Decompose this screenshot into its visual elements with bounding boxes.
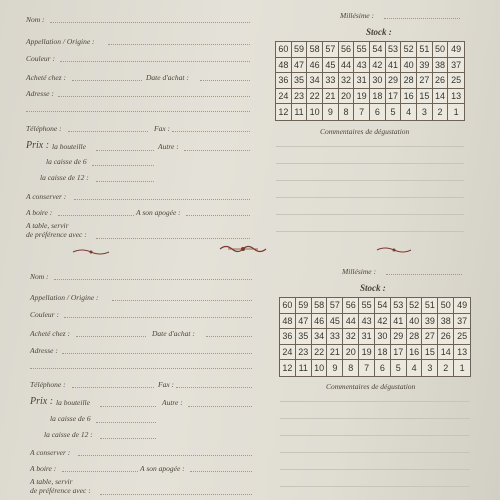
a-son-apogee-label: A son apogée : bbox=[136, 208, 181, 217]
autre-field[interactable] bbox=[188, 406, 252, 407]
stock-cell[interactable]: 35 bbox=[292, 73, 308, 89]
a-son-apogee-label: A son apogée : bbox=[140, 464, 185, 473]
stock-cell[interactable]: 6 bbox=[375, 360, 391, 376]
stock-cell[interactable]: 25 bbox=[448, 73, 464, 89]
telephone-field[interactable] bbox=[72, 387, 154, 388]
stock-cell[interactable]: 57 bbox=[327, 298, 343, 314]
autre-label: Autre : bbox=[162, 398, 183, 407]
caisse-12-label: la caisse de 12 : bbox=[44, 430, 93, 439]
stock-cell[interactable]: 34 bbox=[307, 73, 323, 89]
stock-cell[interactable]: 28 bbox=[407, 329, 423, 345]
appellation-field[interactable] bbox=[108, 44, 250, 45]
stock-cell[interactable]: 15 bbox=[417, 89, 433, 105]
stock-cell[interactable]: 43 bbox=[354, 58, 370, 74]
stock-cell[interactable]: 42 bbox=[375, 314, 391, 330]
stock-cell[interactable]: 22 bbox=[312, 345, 328, 361]
date-achat-label: Date d'achat : bbox=[146, 73, 189, 82]
stock-cell[interactable]: 44 bbox=[343, 314, 359, 330]
appellation-label: Appellation / Origine : bbox=[30, 293, 99, 302]
adresse-field-1[interactable] bbox=[62, 353, 252, 354]
stock-cell[interactable]: 50 bbox=[433, 42, 449, 58]
stock-cell[interactable]: 38 bbox=[433, 58, 449, 74]
commentaires-label: Commentaires de dégustation bbox=[320, 127, 410, 136]
achete-chez-label: Acheté chez : bbox=[26, 73, 66, 82]
comment-line[interactable] bbox=[280, 418, 470, 419]
stock-cell[interactable]: 55 bbox=[359, 298, 375, 314]
stock-cell[interactable]: 39 bbox=[422, 314, 438, 330]
millesime-label: Millésime : bbox=[342, 267, 376, 276]
fax-label: Fax : bbox=[158, 380, 175, 389]
stock-cell[interactable]: 19 bbox=[359, 345, 375, 361]
stock-cell[interactable]: 2 bbox=[433, 104, 449, 120]
a-table-label-2: de préférence avec : bbox=[26, 230, 87, 239]
stock-cell[interactable]: 48 bbox=[276, 58, 292, 74]
nom-label: Nom : bbox=[30, 272, 49, 281]
nom-field[interactable] bbox=[54, 279, 252, 280]
a-boire-field[interactable] bbox=[58, 215, 134, 216]
stock-cell[interactable]: 50 bbox=[438, 298, 454, 314]
a-table-label-2: de préférence avec : bbox=[30, 486, 91, 495]
stock-cell[interactable]: 6 bbox=[370, 104, 386, 120]
a-son-apogee-field[interactable] bbox=[186, 215, 250, 216]
caisse-6-field[interactable] bbox=[92, 165, 154, 166]
stock-cell[interactable]: 58 bbox=[307, 42, 323, 58]
a-conserver-field[interactable] bbox=[78, 455, 252, 456]
couleur-label: Couleur : bbox=[30, 310, 59, 319]
couleur-field[interactable] bbox=[64, 317, 252, 318]
stock-cell[interactable]: 21 bbox=[323, 89, 339, 105]
stock-cell[interactable]: 56 bbox=[343, 298, 359, 314]
a-boire-field[interactable] bbox=[62, 471, 138, 472]
a-conserver-field[interactable] bbox=[74, 199, 250, 200]
stock-cell[interactable]: 49 bbox=[454, 298, 470, 314]
stock-cell[interactable]: 16 bbox=[401, 89, 417, 105]
stock-cell[interactable]: 13 bbox=[454, 345, 470, 361]
stock-cell[interactable]: 3 bbox=[422, 360, 438, 376]
stock-cell[interactable]: 46 bbox=[307, 58, 323, 74]
stock-cell[interactable]: 33 bbox=[323, 73, 339, 89]
stock-cell[interactable]: 12 bbox=[280, 360, 296, 376]
stock-cell[interactable]: 3 bbox=[417, 104, 433, 120]
stock-cell[interactable]: 10 bbox=[312, 360, 328, 376]
a-boire-label: A boire : bbox=[26, 208, 53, 217]
stock-cell[interactable]: 45 bbox=[327, 314, 343, 330]
stock-cell[interactable]: 52 bbox=[407, 298, 423, 314]
stock-cell[interactable]: 41 bbox=[391, 314, 407, 330]
stock-cell[interactable]: 9 bbox=[327, 360, 343, 376]
stock-cell[interactable]: 32 bbox=[343, 329, 359, 345]
comment-line[interactable] bbox=[280, 452, 470, 453]
stock-cell[interactable]: 38 bbox=[438, 314, 454, 330]
couleur-label: Couleur : bbox=[26, 54, 55, 63]
stock-cell[interactable]: 17 bbox=[386, 89, 402, 105]
stock-cell[interactable]: 35 bbox=[296, 329, 312, 345]
stock-cell[interactable]: 24 bbox=[276, 89, 292, 105]
la-bouteille-label: la bouteille bbox=[52, 142, 86, 151]
stock-cell[interactable]: 29 bbox=[391, 329, 407, 345]
stock-cell[interactable]: 58 bbox=[312, 298, 328, 314]
millesime-label: Millésime : bbox=[340, 11, 374, 20]
stock-cell[interactable]: 43 bbox=[359, 314, 375, 330]
la-bouteille-label: la bouteille bbox=[56, 398, 90, 407]
comment-line[interactable] bbox=[280, 469, 470, 470]
a-table-field[interactable] bbox=[100, 494, 252, 495]
stock-cell[interactable]: 36 bbox=[276, 73, 292, 89]
comment-line[interactable] bbox=[276, 180, 464, 181]
stock-cell[interactable]: 20 bbox=[343, 345, 359, 361]
stock-cell[interactable]: 26 bbox=[433, 73, 449, 89]
stock-cell[interactable]: 8 bbox=[343, 360, 359, 376]
stock-cell[interactable]: 40 bbox=[401, 58, 417, 74]
achete-chez-field[interactable] bbox=[76, 336, 146, 337]
stock-cell[interactable]: 7 bbox=[354, 104, 370, 120]
stock-cell[interactable]: 4 bbox=[407, 360, 423, 376]
fax-field[interactable] bbox=[172, 131, 250, 132]
appellation-field[interactable] bbox=[112, 300, 252, 301]
comment-line[interactable] bbox=[276, 163, 464, 164]
adresse-label: Adresse : bbox=[26, 89, 54, 98]
telephone-field[interactable] bbox=[68, 131, 148, 132]
stock-cell[interactable]: 23 bbox=[292, 89, 308, 105]
comment-line[interactable] bbox=[276, 214, 464, 215]
stock-cell[interactable]: 11 bbox=[292, 104, 308, 120]
stock-cell[interactable]: 42 bbox=[370, 58, 386, 74]
stock-cell[interactable]: 51 bbox=[422, 298, 438, 314]
ornament-left bbox=[72, 248, 110, 256]
adresse-label: Adresse : bbox=[30, 346, 58, 355]
a-son-apogee-field[interactable] bbox=[190, 471, 252, 472]
stock-cell[interactable]: 30 bbox=[375, 329, 391, 345]
wine-record-bottom bbox=[0, 258, 500, 500]
stock-cell[interactable]: 4 bbox=[401, 104, 417, 120]
stock-cell[interactable]: 46 bbox=[312, 314, 328, 330]
stock-cell[interactable]: 27 bbox=[422, 329, 438, 345]
stock-cell[interactable]: 11 bbox=[296, 360, 312, 376]
stock-cell[interactable]: 31 bbox=[359, 329, 375, 345]
date-achat-label: Date d'achat : bbox=[152, 329, 195, 338]
caisse-12-label: la caisse de 12 : bbox=[40, 173, 89, 182]
stock-cell[interactable]: 40 bbox=[407, 314, 423, 330]
ornament-center bbox=[218, 243, 268, 255]
stock-cell[interactable]: 59 bbox=[296, 298, 312, 314]
comment-line[interactable] bbox=[276, 197, 464, 198]
nom-field[interactable] bbox=[50, 22, 250, 23]
stock-cell[interactable]: 1 bbox=[453, 107, 459, 118]
stock-cell[interactable]: 1 bbox=[459, 363, 465, 374]
la-bouteille-field[interactable] bbox=[96, 150, 154, 151]
stock-cell[interactable]: 15 bbox=[422, 345, 438, 361]
stock-cell[interactable]: 24 bbox=[280, 345, 296, 361]
fax-field[interactable] bbox=[176, 387, 252, 388]
stock-cell[interactable]: 31 bbox=[354, 73, 370, 89]
stock-cell[interactable]: 36 bbox=[280, 329, 296, 345]
a-conserver-label: A conserver : bbox=[30, 448, 71, 457]
caisse-6-field[interactable] bbox=[96, 422, 156, 423]
stock-cell[interactable]: 41 bbox=[386, 58, 402, 74]
comment-line[interactable] bbox=[276, 146, 464, 147]
stock-cell[interactable]: 26 bbox=[438, 329, 454, 345]
autre-label: Autre : bbox=[158, 142, 179, 151]
stock-cell[interactable]: 5 bbox=[386, 104, 402, 120]
prix-label: Prix : bbox=[26, 140, 50, 151]
comment-line[interactable] bbox=[276, 231, 464, 232]
adresse-field-1[interactable] bbox=[58, 96, 250, 97]
stock-cell[interactable]: 47 bbox=[292, 58, 308, 74]
comment-line[interactable] bbox=[280, 435, 470, 436]
stock-title: Stock : bbox=[360, 283, 386, 293]
nom-label: Nom : bbox=[26, 15, 45, 24]
stock-cell[interactable]: 60 bbox=[276, 42, 292, 58]
adresse-field-2[interactable] bbox=[26, 111, 250, 112]
millesime-field[interactable] bbox=[386, 274, 462, 275]
couleur-field[interactable] bbox=[60, 61, 250, 62]
stock-cell[interactable]: 10 bbox=[307, 104, 323, 120]
a-table-field[interactable] bbox=[96, 238, 250, 239]
telephone-label: Téléphone : bbox=[26, 124, 62, 133]
achete-chez-field[interactable] bbox=[72, 80, 142, 81]
stock-cell[interactable]: 13 bbox=[448, 89, 464, 105]
stock-cell[interactable]: 27 bbox=[417, 73, 433, 89]
stock-cell[interactable]: 53 bbox=[386, 42, 402, 58]
ornament-right bbox=[376, 246, 412, 254]
stock-cell[interactable]: 2 bbox=[438, 360, 454, 376]
stock-cell[interactable]: 30 bbox=[370, 73, 386, 89]
stock-cell[interactable]: 8 bbox=[339, 104, 355, 120]
stock-cell[interactable]: 20 bbox=[339, 89, 355, 105]
a-table-label-1: A table, servir bbox=[26, 221, 69, 230]
stock-cell[interactable]: 14 bbox=[433, 89, 449, 105]
commentaires-label: Commentaires de dégustation bbox=[326, 382, 416, 391]
stock-cell[interactable]: 28 bbox=[401, 73, 417, 89]
stock-cell[interactable]: 52 bbox=[401, 42, 417, 58]
stock-cell[interactable]: 44 bbox=[339, 58, 355, 74]
stock-title: Stock : bbox=[366, 27, 392, 37]
stock-cell[interactable]: 37 bbox=[454, 314, 470, 330]
la-bouteille-field[interactable] bbox=[100, 406, 156, 407]
stock-grid bbox=[279, 297, 471, 377]
stock-cell[interactable]: 33 bbox=[327, 329, 343, 345]
stock-cell[interactable]: 59 bbox=[292, 42, 308, 58]
caisse-12-field[interactable] bbox=[100, 438, 156, 439]
stock-cell[interactable]: 32 bbox=[339, 73, 355, 89]
stock-cell[interactable]: 60 bbox=[280, 298, 296, 314]
a-table-label-1: A table, servir bbox=[30, 477, 73, 486]
stock-cell[interactable]: 19 bbox=[354, 89, 370, 105]
comment-line[interactable] bbox=[280, 486, 470, 487]
millesime-field[interactable] bbox=[384, 18, 460, 19]
stock-cell[interactable]: 54 bbox=[370, 42, 386, 58]
stock-cell[interactable]: 54 bbox=[375, 298, 391, 314]
stock-cell[interactable]: 45 bbox=[323, 58, 339, 74]
achete-chez-label: Acheté chez : bbox=[30, 329, 70, 338]
stock-cell[interactable]: 51 bbox=[417, 42, 433, 58]
caisse-6-label: la caisse de 6 bbox=[46, 157, 87, 166]
stock-cell[interactable]: 56 bbox=[339, 42, 355, 58]
caisse-6-label: la caisse de 6 bbox=[50, 414, 91, 423]
stock-cell[interactable]: 25 bbox=[454, 329, 470, 345]
date-achat-field[interactable] bbox=[206, 336, 252, 337]
stock-cell[interactable]: 9 bbox=[323, 104, 339, 120]
appellation-label: Appellation / Origine : bbox=[26, 37, 95, 46]
stock-cell[interactable]: 21 bbox=[327, 345, 343, 361]
stock-cell[interactable]: 14 bbox=[438, 345, 454, 361]
stock-cell[interactable]: 29 bbox=[386, 73, 402, 89]
stock-cell[interactable]: 37 bbox=[448, 58, 464, 74]
caisse-12-field[interactable] bbox=[96, 181, 154, 182]
stock-cell[interactable]: 48 bbox=[280, 314, 296, 330]
stock-cell[interactable]: 39 bbox=[417, 58, 433, 74]
stock-cell[interactable]: 16 bbox=[407, 345, 423, 361]
stock-cell[interactable]: 18 bbox=[375, 345, 391, 361]
comment-line[interactable] bbox=[280, 401, 470, 402]
stock-cell[interactable]: 47 bbox=[296, 314, 312, 330]
fax-label: Fax : bbox=[154, 124, 171, 133]
stock-cell[interactable]: 5 bbox=[391, 360, 407, 376]
stock-cell[interactable]: 57 bbox=[323, 42, 339, 58]
stock-cell[interactable]: 18 bbox=[370, 89, 386, 105]
stock-cell[interactable]: 49 bbox=[448, 42, 464, 58]
autre-field[interactable] bbox=[184, 150, 250, 151]
a-boire-label: A boire : bbox=[30, 464, 57, 473]
stock-cell[interactable]: 17 bbox=[391, 345, 407, 361]
stock-cell[interactable]: 7 bbox=[359, 360, 375, 376]
stock-cell[interactable]: 12 bbox=[276, 104, 292, 120]
date-achat-field[interactable] bbox=[200, 80, 250, 81]
stock-cell[interactable]: 23 bbox=[296, 345, 312, 361]
prix-label: Prix : bbox=[30, 396, 54, 407]
a-conserver-label: A conserver : bbox=[26, 192, 67, 201]
stock-cell[interactable]: 34 bbox=[312, 329, 328, 345]
stock-cell[interactable]: 55 bbox=[354, 42, 370, 58]
stock-grid bbox=[275, 41, 465, 121]
stock-cell[interactable]: 53 bbox=[391, 298, 407, 314]
telephone-label: Téléphone : bbox=[30, 380, 66, 389]
adresse-field-2[interactable] bbox=[30, 368, 252, 369]
stock-cell[interactable]: 22 bbox=[307, 89, 323, 105]
